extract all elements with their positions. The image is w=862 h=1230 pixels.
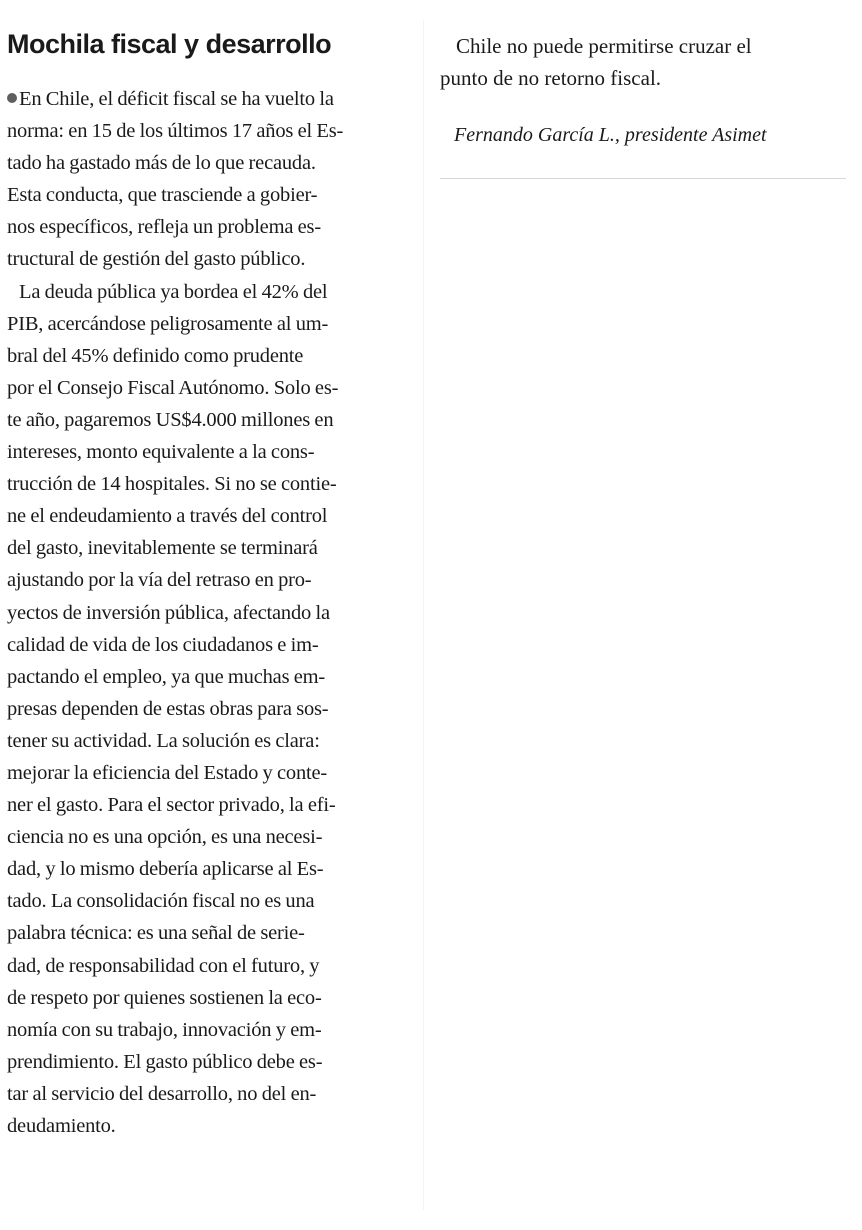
text-line: intereses, monto equivalente a la cons- <box>7 441 315 464</box>
text-line: ner el gasto. Para el sector privado, la efi- <box>7 794 336 817</box>
text-line: nos específicos, refleja un problema es- <box>7 216 321 239</box>
text-line: En Chile, el déficit fiscal se ha vuelto la <box>7 83 408 115</box>
text-line: te año, pagaremos US$4.000 millones en <box>7 408 334 431</box>
letter-paragraph <box>7 276 408 1143</box>
text-line: tructural de gestión del gasto público. <box>7 248 306 271</box>
text-line: pactando el empleo, ya que muchas em- <box>7 665 326 688</box>
text-line: nomía con su trabajo, innovación y em- <box>7 1018 322 1041</box>
author-signature: Fernando García L., presidente Asimet <box>454 124 767 146</box>
column-separator <box>423 20 424 1210</box>
text-line: bral del 45% definido como prudente <box>7 344 304 367</box>
text-line: mejorar la eficiencia del Estado y conte- <box>7 761 328 784</box>
text-line: prendimiento. El gasto público debe es- <box>7 1050 323 1073</box>
text-line: calidad de vida de los ciudadanos e im- <box>7 633 319 656</box>
letter-column-left <box>7 22 408 1142</box>
text-line: La deuda pública ya bordea el 42% del <box>19 280 328 303</box>
text-line: norma: en 15 de los últimos 17 años el Es- <box>7 120 344 143</box>
text-line: de respeto por quienes sostienen la eco- <box>7 986 322 1009</box>
text-line: tado. La consolidación fiscal no es una <box>7 890 315 913</box>
text-line: dad, y lo mismo debería aplicarse al Es- <box>7 858 324 881</box>
text-line: Chile no puede permitirse cruzar el <box>456 34 752 58</box>
text-line: Esta conducta, que trasciende a gobier- <box>7 184 318 207</box>
text-line: tener su actividad. La solución es clara: <box>7 729 320 752</box>
text-line: ne el endeudamiento a través del control <box>7 505 328 528</box>
bullet-icon <box>7 93 17 103</box>
text-line: punto de no retorno fiscal. <box>440 66 662 90</box>
text-line: palabra técnica: es una señal de serie- <box>7 922 305 945</box>
text-line: PIB, acercándose peligrosamente al um- <box>7 312 329 335</box>
letter-column-right <box>440 30 850 150</box>
text-line: trucción de 14 hospitales. Si no se contie- <box>7 473 337 496</box>
text-line: yectos de inversión pública, afectando la <box>7 601 330 624</box>
letter-headline: Mochila fiscal y desarrollo <box>7 29 332 59</box>
text-line: tar al servicio del desarrollo, no del en- <box>7 1082 317 1105</box>
text-line: por el Consejo Fiscal Autónomo. Solo es- <box>7 376 339 399</box>
text-line: ajustando por la vía del retraso en pro- <box>7 569 312 592</box>
text-line: del gasto, inevitablemente se terminará <box>7 537 318 560</box>
text-line: tado ha gastado más de lo que recauda. <box>7 152 316 175</box>
text-line: deudamiento. <box>7 1115 116 1137</box>
text-line: ciencia no es una opción, es una necesi- <box>7 826 323 849</box>
text-line: presas dependen de estas obras para sos- <box>7 697 329 720</box>
closing-paragraph <box>440 30 850 94</box>
divider-line <box>440 178 846 179</box>
text-line: dad, de responsabilidad con el futuro, y <box>7 954 320 977</box>
letter-paragraph <box>7 83 408 276</box>
